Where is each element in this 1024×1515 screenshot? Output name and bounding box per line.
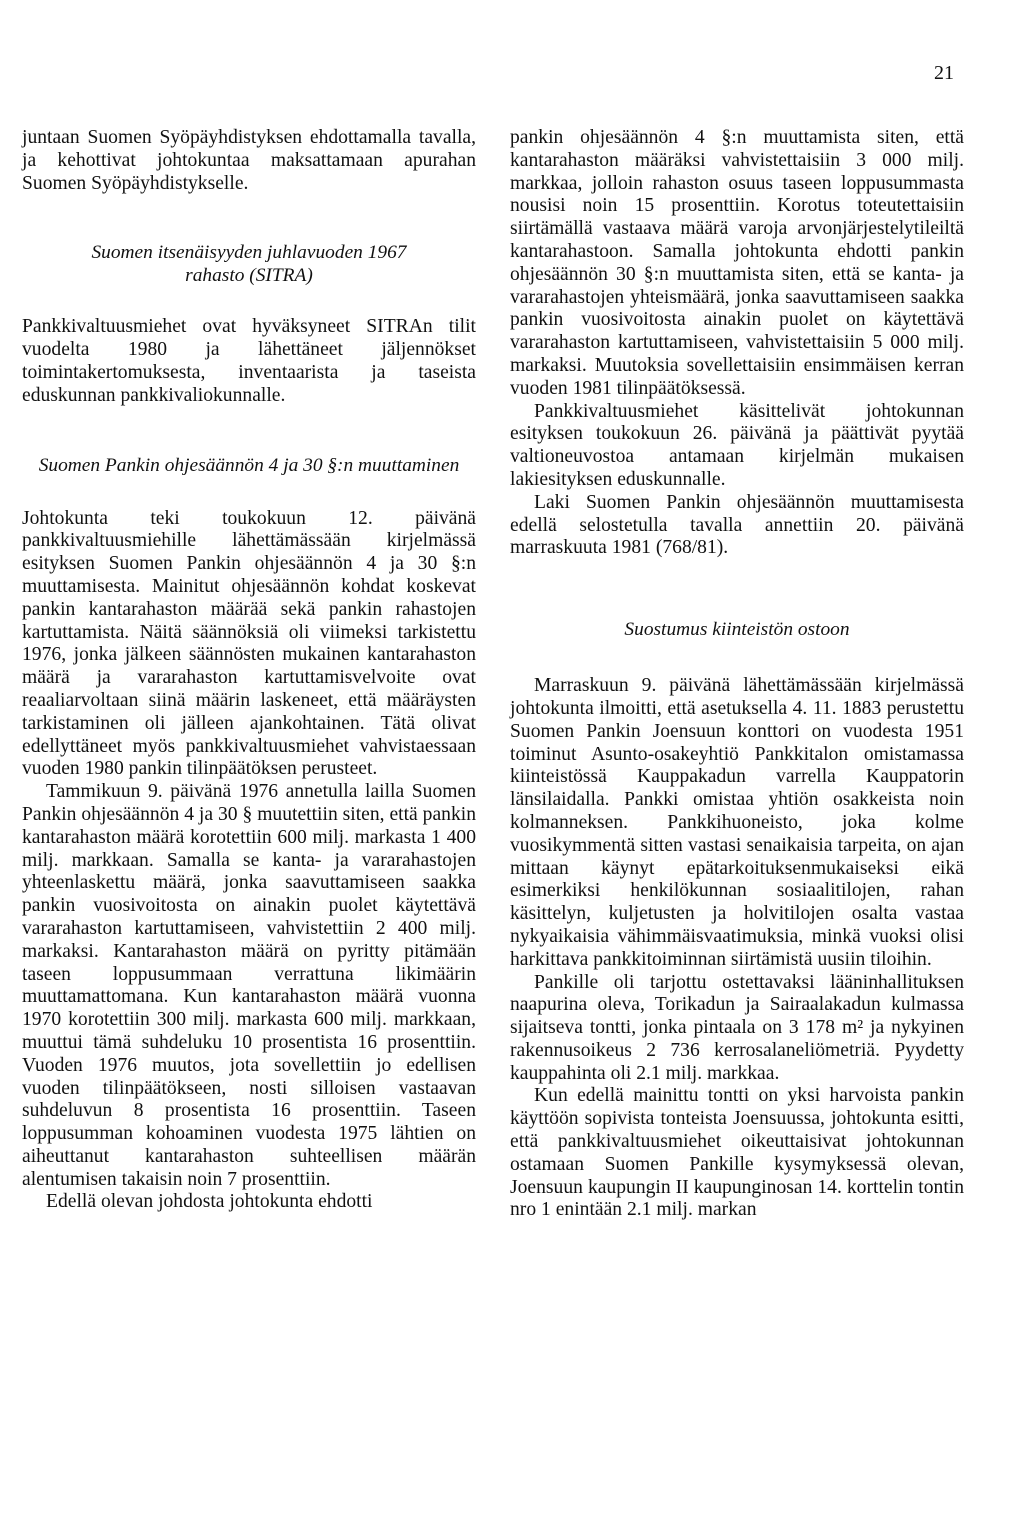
left-column bbox=[22, 127, 476, 1214]
paragraph: pankin ohjesäännön 4 §:n muuttamista siten, että kantarahaston määräksi vahvistettaisiin 3 000 milj. markkaa, jolloin rahaston osuus taseen loppusummasta nousisi noin 15 prosenttiin. Korotus toteutettaisiin siirtämällä vastaava määrä varoja arvonjärjestelytileiltä kantarahastoon. Samalla johtokunta ehdotti pankin ohjesäännön 30 §:n muuttamista siten, että se kanta- ja vararahastojen yhteismäärä, jonka saavuttamiseen saakka pankin vuosivoitosta ainakin puolet on käytettävä vararahaston kartuttamiseen, vahvistettaisiin 5 000 milj. markaksi. Muutoksia sovellettaisiin ensimmäisen kerran vuoden 1981 tilinpäätöksessä. bbox=[510, 127, 964, 399]
section-heading-ohjesaanto: Suomen Pankin ohjesäännön 4 ja 30 §:n muuttaminen bbox=[38, 454, 460, 476]
page-number: 21 bbox=[934, 62, 954, 84]
paragraph: Pankille oli tarjottu ostettavaksi lääninhallituksen naapurina oleva, Torikadun ja Sairaalakadun kulmassa sijaitseva tontti, jonka pintaala on 3 178 m² ja nykyinen rakennusoikeus 2 736 kerrosalaneliömetriä. Pyydetty kauppahinta oli 2.1 milj. markkaa. bbox=[510, 971, 964, 1084]
paragraph: Pankkivaltuusmiehet käsittelivät johtokunnan esityksen toukokuun 26. päivänä ja päättivät pyytää valtioneuvostoa antamaan kirjelmän mukaisen lakiesityksen eduskunnalle. bbox=[510, 400, 964, 490]
paragraph: juntaan Suomen Syöpäyhdistyksen ehdottamalla tavalla, ja kehottivat johtokuntaa maksattamaan apurahan Suomen Syöpäyhdistykselle. bbox=[22, 127, 476, 194]
section-heading-kiinteisto: Suostumus kiinteistön ostoon bbox=[624, 619, 850, 641]
paragraph: Marraskuun 9. päivänä lähettämässään kirjelmässä johtokunta ilmoitti, että asetuksella 4. 11. 1883 perustettu Suomen Pankin Joensuun konttori on vuodesta 1951 toiminut Asunto-osakeyhtiö Pankkitalon omistamassa kiinteistössä Kauppakadun varrella Kauppatorin länsilaidalla. Pankki omistaa yhtiön osakkeista noin kolmanneksen. Pankkihuoneisto, joka kolme vuosikymmentä sitten vastasi senaikaisia tarpeita, on ajan mittaan käynyt epätarkoituksenmukaiseksi eikä esimerkiksi henkilökunnan sosiaalitilojen, rahan käsittelyn, kuljetusten ja holvitilojen osalta vastaa nykyaikaisia vähimmäisvaatimuksia, minkä vuoksi olisi harkittava pankkitoiminnan siirtämistä uusiin tiloihin. bbox=[510, 675, 964, 970]
paragraph: Tammikuun 9. päivänä 1976 annetulla lailla Suomen Pankin ohjesäännön 4 ja 30 § muutettiin siten, että pankin kantarahaston määrä korotettiin 600 milj. markasta 1 400 milj. markkaan. Samalla se kanta- ja vararahastojen yhteenlaskettu määrä, jonka saavuttamiseen saakka pankin vuosivoitosta on ainakin puolet käytettävä vararahaston kartuttamiseen, vahvistettiin 2 400 milj. markaksi. Kantarahaston määrä on pyritty pitämään taseen loppusummaan verrattuna likimäärin muuttamattomana. Kun kantarahaston määrä vuonna 1970 korotettiin 300 milj. markasta 600 milj. markkaan, muuttui tämä suhdeluku 10 prosentista 16 prosenttiin. Vuoden 1976 muutos, jota sovellettiin jo edellisen vuoden tilinpäätökseen, nosti silloisen vastaavan suhdeluvun 8 prosentista 16 prosenttiin. Taseen loppusumman kohoaminen vuodesta 1975 lähtien on aiheuttanut kantarahaston suhteellisen määrän alentumisen takaisin noin 7 prosenttiin. bbox=[22, 781, 476, 1190]
paragraph: Laki Suomen Pankin ohjesäännön muuttamisesta edellä selostetulla tavalla annettiin 20. päivänä marraskuuta 1981 (768/81). bbox=[510, 491, 964, 559]
paragraph: Johtokunta teki toukokuun 12. päivänä pankkivaltuusmiehille lähettämässään kirjelmässä esityksen Suomen Pankin ohjesäännön 4 ja 30 §:n muuttamisesta. Mainitut ohjesäännön kohdat koskevat pankin kantarahaston määrää sekä pankin rahastojen kartuttamista. Näitä säännöksiä oli viimeksi tarkistettu 1976, jonka jälkeen säännösten mukainen kantarahaston määrä ja vararahaston kartuttamisvelvoite ovat reaaliarvoltaan siinä määrin laskeneet, että määräysten tarkistaminen oli jälleen ajankohtainen. Tätä olivat edellyttäneet myös pankkivaltuusmiehet vahvistaessaan vuoden 1980 pankin tilinpäätöksen perusteet. bbox=[22, 507, 476, 780]
right-column bbox=[510, 127, 964, 1222]
paragraph: Kun edellä mainittu tontti on yksi harvoista pankin käyttöön sopivista tonteista Joensuussa, johtokunta esitti, että pankkivaltuusmiehet oikeuttaisivat johtokunnan ostamaan Suomen Pankille kysymyksessä olevan, Joensuun kaupungin II kaupunginosan 14. korttelin tontin nro 1 enintään 2.1 milj. markan bbox=[510, 1085, 964, 1221]
paragraph: Pankkivaltuusmiehet ovat hyväksyneet SITRAn tilit vuodelta 1980 ja lähettäneet jäljennökset toimintakertomuksesta, inventaarista ja taseista eduskunnan pankkivaliokunnalle. bbox=[22, 316, 476, 406]
paragraph: Edellä olevan johdosta johtokunta ehdotti bbox=[46, 1191, 373, 1213]
section-heading-sitra: Suomen itsenäisyyden juhlavuoden 1967 rahasto (SITRA) bbox=[91, 242, 407, 287]
